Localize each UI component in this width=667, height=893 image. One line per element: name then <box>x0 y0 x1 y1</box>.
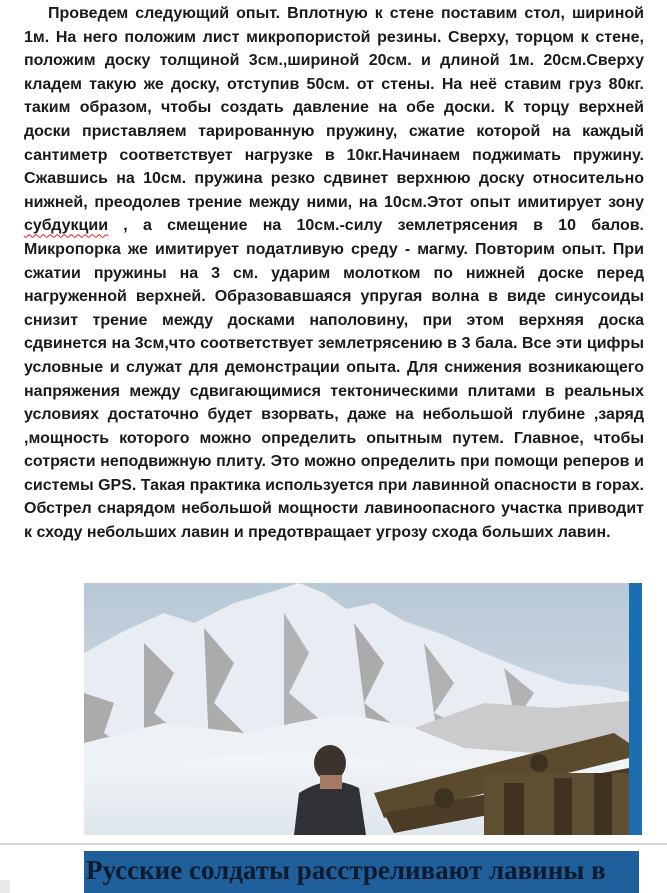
photo-caption: Русские солдаты расстреливают лавины в <box>86 855 606 885</box>
caption-band <box>84 851 639 893</box>
photo-illustration <box>84 583 629 835</box>
paragraph-text-end: , а смещение на 10см.-силу землетрясения в 10 балов. Микропорка же имитирует податливую среду - магму. Повторим опыт. При сжатии пружины на 3 см. ударим молотком по нижней доске перед нагруженной верхней. Образовавшаяся упругая волна в виде синусоиды снизит трение между досками наполовину, при этом верхняя доска сдвинется на 3см,что соответствует землетрясению в 3 бала. Все эти цифры условные и служат для демонстрации опыта. Для снижения возникающего напряжения между сдвигающимися тектоническими плитами в реальных условиях достаточно будет взорвать, даже на небольшой глубине ,заряд ,мощность которого можно определить опытным путем. Главное, чтобы сотрясти неподвижную плиту. Это можно определить при помощи реперов и системы GPS. Такая практика используется при лавинной опасности в горах. Обстрел снарядом небольшой мощности лавиноопасного участка приводит к сходу небольших лавин и предотвращает угрозу схода больших лавин. <box>24 217 644 542</box>
page-edge-mark <box>0 880 10 893</box>
mountain-artillery-photo[interactable] <box>84 583 629 835</box>
article-paragraph <box>24 0 644 545</box>
photo-frame-border <box>629 583 642 835</box>
paragraph-text-start: Проведем следующий опыт. Вплотную к стене поставим стол, шириной 1м. На него положим лист микропористой резины. Сверху, торцом к стене, положим доску толщиной 3см.,шириной 20см. и длиной 1м. 20см.Сверху кладем такую же доску, отступив 50см. от стены. На неё ставим груз 80кг. таким образом, чтобы создать давление на обе доски. К торцу верхней доски приставляем тарированную пружину, сжатие которой на каждый сантиметр соответствует нагрузке в 10кг.Начинаем поджимать пружину. Сжавшись на 10см. пружина резко сдвинет верхнюю доску относительно нижней, преодолев трение между ними, на 10см.Этот опыт имитирует зону <box>24 5 644 211</box>
page-divider <box>0 843 667 845</box>
spellcheck-flagged-word[interactable]: субдукции <box>24 217 109 235</box>
